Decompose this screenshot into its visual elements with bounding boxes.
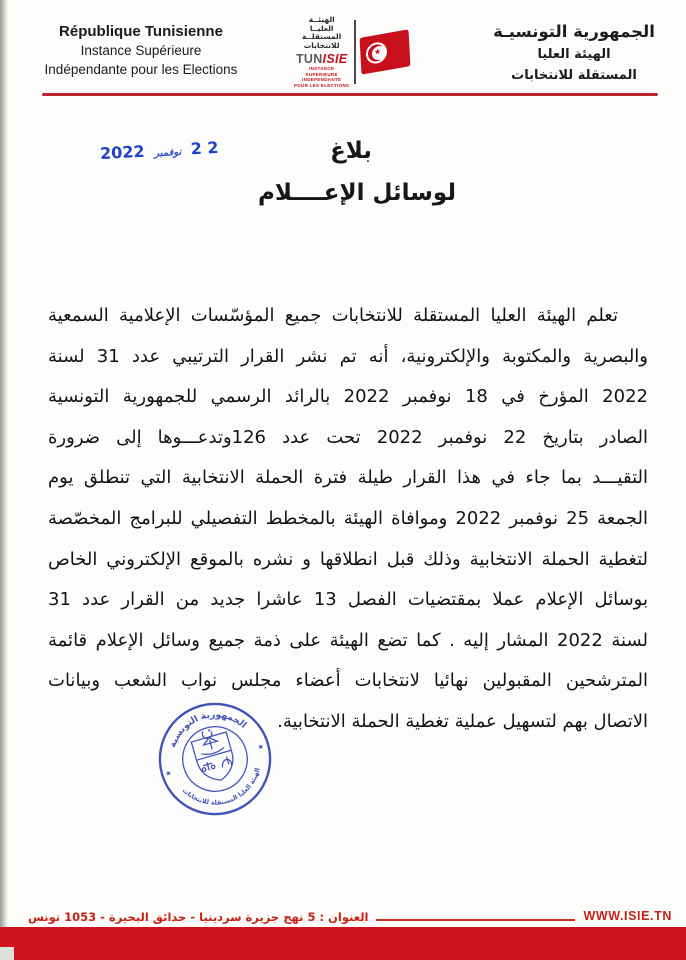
logo-sub-line: INDEPENDANTE: [302, 77, 342, 82]
header-french: [16, 22, 266, 79]
body-line: بوسائل الإعلام عملا بمقتضيات الفصل 13 عاشرا جديد من القرار عدد 31: [48, 589, 648, 611]
body-line: المترشحين المقبولين نهائيا لانتخابات أعضاء مجلس نواب الشعب وبيانات: [48, 670, 648, 692]
isie-wordmark: [293, 52, 350, 66]
scan-corner-notch: [0, 947, 14, 960]
body-line: الاتصال بهم لتسهيل عملية تغطية الحملة الانتخابية.: [277, 710, 648, 732]
wordmark-tun: TUN: [295, 52, 323, 66]
document-subtitle: لوسائل الإعــــلام: [258, 180, 456, 206]
isie-logo-arabic: [293, 16, 350, 50]
body-line: لسنة 2022 المشار إليه . كما تضع الهيئة على ذمة جميع وسائل الإعلام قائمة: [48, 629, 648, 651]
body-paragraph: [48, 296, 648, 743]
seal-star-right-icon: ★: [256, 741, 265, 752]
header-fr-line1: République Tunisienne: [59, 23, 223, 40]
header-fr-line3: Indépendante pour les Elections: [44, 62, 238, 77]
isie-logo-subtext: [293, 66, 350, 88]
body-line: التقيـــد بما جاء في هذا القرار طيلة فترة الحملة الانتخابية التي تنطلق يوم: [48, 467, 648, 489]
seal-star-left-icon: ★: [164, 767, 173, 779]
header-ar-line1: الجمهورية التونسيـة: [493, 22, 655, 41]
body-line: لتغطية الحملة الانتخابية وذلك قبل انطلاقها و نشره بالموقع الإلكتروني الخاص: [48, 548, 648, 570]
logo-ar-line: الهيئــة: [308, 15, 335, 24]
seal-bottom-text: الهيئة العليا المستقلة للانتخابات: [180, 767, 262, 807]
logo-divider: [354, 20, 356, 84]
stamp-year: 2022: [99, 141, 146, 164]
footer-red-bar: [0, 927, 686, 960]
seal-coat-of-arms: [189, 725, 238, 785]
header-fr-line2: Instance Supérieure: [80, 43, 202, 58]
header-ar-line2: الهيئة العليا: [537, 47, 611, 62]
wordmark-isie: ISIE: [322, 52, 348, 66]
logo-ar-line: المستقلــة: [302, 32, 342, 41]
footer: [28, 903, 672, 925]
body-line: تعلم الهيئة العليا المستقلة للانتخابات جميع المؤسّسات الإعلامية السمعية: [48, 305, 618, 326]
logo-sub-line: INSTANCE SUPERIEURE: [305, 66, 338, 77]
flag-disc: [366, 41, 388, 66]
body-line: والبصرية والمكتوبة والإلكترونية، أنه تم نشر القرار الترتيبي عدد 31 لسنة: [48, 345, 648, 367]
logo-ar-line: للانتخابات: [303, 40, 340, 50]
tunisia-flag-icon: [360, 30, 410, 74]
footer-address: العنوان : 5 نهج جزيرة سردينيا - حدائق البحيرة - 1053 تونس: [28, 910, 369, 924]
body-line: 2022 المؤرخ في 18 نوفمبر 2022 بالرائد الرسمي للجمهورية التونسية: [48, 386, 648, 408]
isie-logo: [293, 13, 409, 91]
header-rule: [42, 93, 658, 96]
seal-top-text: الجمهورية التونسية: [168, 710, 248, 750]
logo-ar-line: العليــا: [309, 23, 334, 33]
body-line: الجمعة 25 نوفمبر 2022 وموافاة الهيئة بالمخطط التفصيلي للبرامج المخصّصة: [48, 507, 648, 529]
header-ar-line3: المستقلة للانتخابات: [511, 68, 637, 83]
footer-rule: [376, 919, 575, 921]
stamp-month: نوفمبر: [153, 146, 182, 160]
header-arabic: [478, 20, 670, 86]
body-line: الصادر بتاريخ 22 نوفمبر 2022 تحت عدد 126وتدعـــوها إلى ضرورة: [48, 426, 648, 448]
logo-sub-line: POUR LES ELECTIONS: [293, 82, 350, 88]
footer-website: WWW.ISIE.TN: [583, 909, 672, 923]
flag-star-icon: ★: [373, 46, 382, 57]
stamp-day: 2 2: [190, 137, 220, 159]
document-title: بلاغ: [330, 138, 372, 164]
scan-edge-shadow: [0, 0, 8, 960]
isie-logo-text: [293, 16, 350, 88]
